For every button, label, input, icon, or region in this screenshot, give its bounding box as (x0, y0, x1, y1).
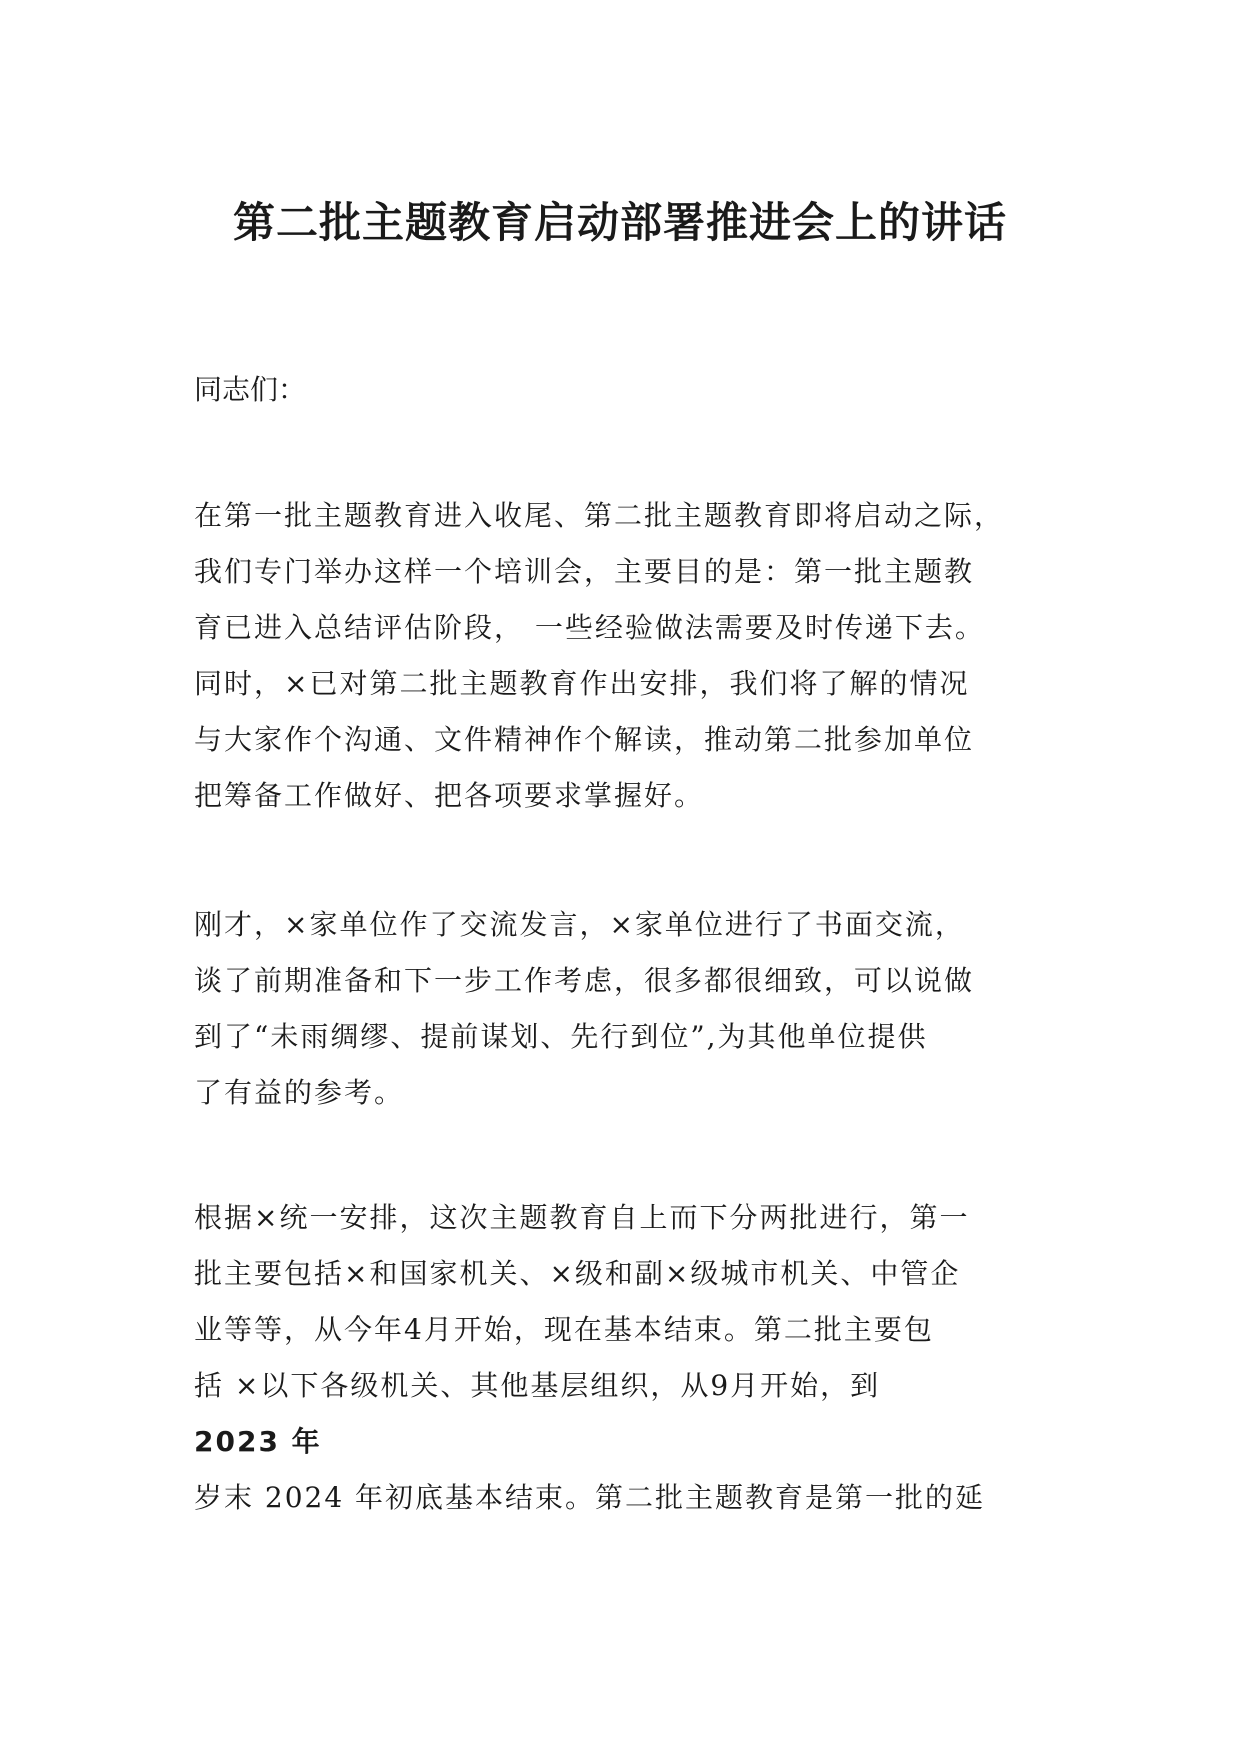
paragraph-line: 根据×统一安排，这次主题教育自上而下分两批进行，第一 (194, 1201, 970, 1234)
document-title: 第二批主题教育启动部署推进会上的讲话 (232, 198, 1007, 247)
paragraph-line: 到了“未雨绸缪、提前谋划、先行到位”,为其他单位提供 (194, 1020, 928, 1053)
paragraph-line: 岁末 2024 年初底基本结束。第二批主题教育是第一批的延 (194, 1481, 986, 1514)
paragraph-line: 育已进入总结评估阶段， 一些经验做法需要及时传递下去。 (194, 611, 985, 644)
paragraph-2 (194, 897, 1064, 1121)
paragraph-line: 同时，×已对第二批主题教育作出安排，我们将了解的情况 (194, 667, 970, 700)
paragraph-line: 了有益的参考。 (194, 1076, 405, 1109)
paragraph-line: 在第一批主题教育进入收尾、第二批主题教育即将启动之际， (194, 499, 1005, 532)
salutation: 同志们： (194, 373, 307, 406)
paragraph-line-year: 2023 年 (194, 1425, 322, 1458)
paragraph-line: 刚才，×家单位作了交流发言，×家单位进行了书面交流， (194, 908, 965, 941)
paragraph-line: 业等等，从今年4月开始，现在基本结束。第二批主要包 (194, 1313, 934, 1346)
paragraph-line: 把筹备工作做好、把各项要求掌握好。 (194, 779, 705, 812)
paragraph-line: 括 ×以下各级机关、其他基层组织，从9月开始，到 (194, 1369, 881, 1402)
paragraph-line: 批主要包括×和国家机关、×级和副×级城市机关、中管企 (194, 1257, 961, 1290)
paragraph-line: 与大家作个沟通、文件精神作个解读，推动第二批参加单位 (194, 723, 975, 756)
paragraph-3 (194, 1190, 1064, 1526)
paragraph-1 (194, 488, 1064, 824)
paragraph-line: 我们专门举办这样一个培训会，主要目的是：第一批主题教 (194, 555, 975, 588)
paragraph-line: 谈了前期准备和下一步工作考虑，很多都很细致，可以说做 (194, 964, 975, 997)
